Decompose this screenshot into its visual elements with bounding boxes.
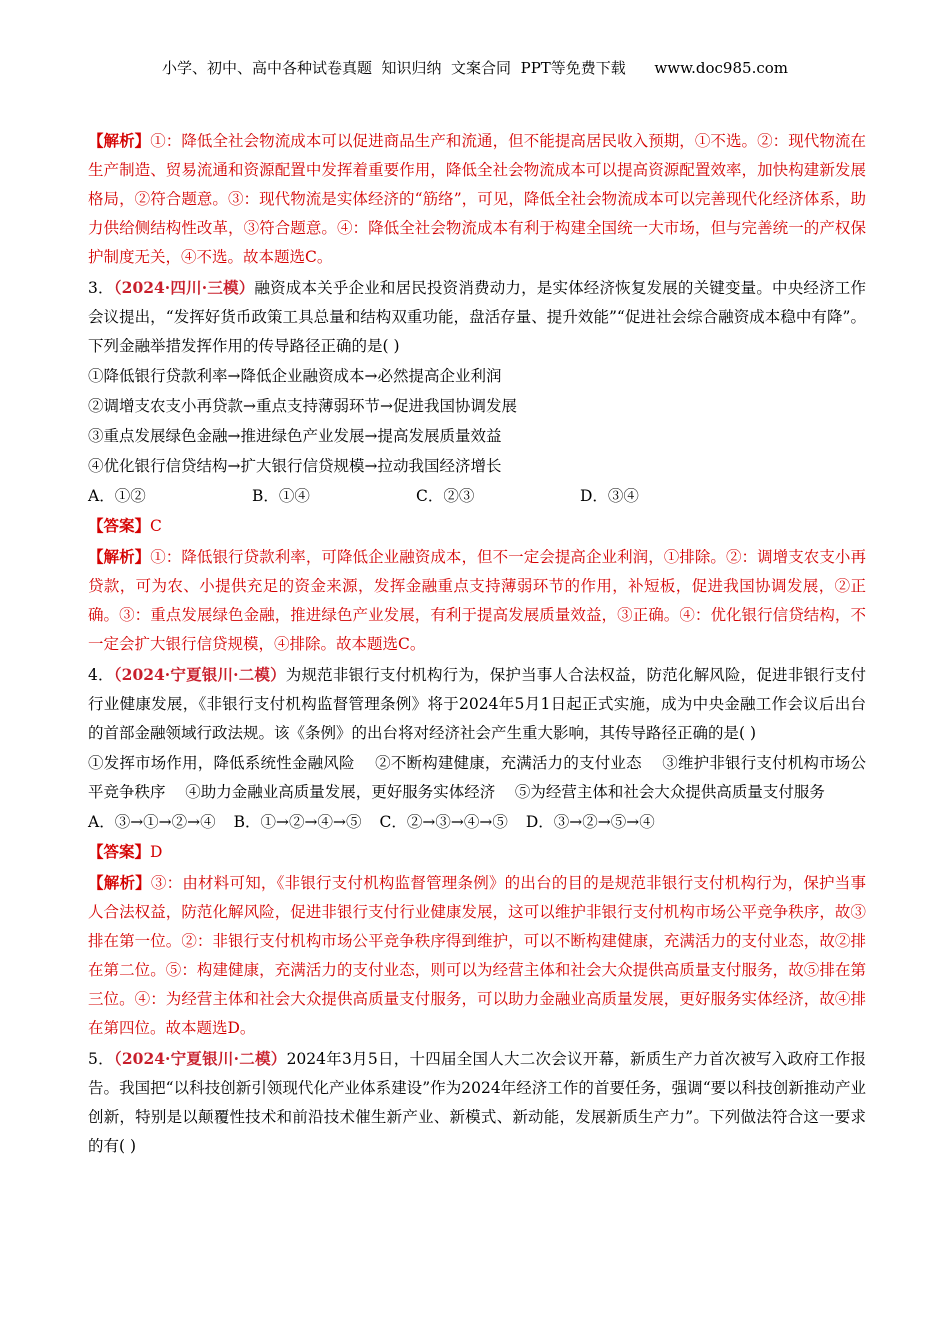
q3-answer-label: 【答案】	[88, 516, 151, 535]
q3-stem-text: 融资成本关乎企业和居民投资消费动力，是实体经济恢复发展的关键变量。中央经济工作会议提出，“发挥好货币政策工具总量和结构双重功能，盘活存量、提升效能”“促进社会综合融资成本稳中有降”。下列金融举措发挥作用的传导路径正确的是( )	[88, 279, 866, 355]
q4-analysis	[88, 868, 866, 1043]
q4-options	[88, 808, 866, 837]
q4-answer-value: D	[150, 843, 163, 861]
q4-stem	[88, 660, 866, 748]
q4-number: 4．	[88, 666, 114, 684]
q3-item-2: ②调增支农支小再贷款→重点支持薄弱环节→促进我国协调发展	[88, 397, 517, 415]
q4-option-b: B．①→②→④→⑤	[233, 813, 362, 831]
q5-number: 5．	[88, 1050, 114, 1068]
q3-item-3: ③重点发展绿色金融→推进绿色产业发展→提高发展质量效益	[88, 427, 502, 445]
q2-analysis-label: 【解析】	[88, 131, 151, 150]
q4-answer-label: 【答案】	[88, 842, 151, 861]
q3-number: 3．	[88, 279, 114, 297]
q4-option-a: A．③→①→②→④	[88, 813, 216, 831]
q3-analysis-label: 【解析】	[88, 547, 151, 566]
q4-items: ①发挥市场作用，降低系统性金融风险 ②不断构建健康，充满活力的支付业态 ③维护非银行支付机构市场公平竞争秩序 ④助力金融业高质量发展，更好服务实体经济 ⑤为经营主体和社会大众提供高质量支付服务	[88, 754, 866, 801]
q2-analysis-text: ①：降低全社会物流成本可以促进商品生产和流通，但不能提高居民收入预期，①不选。②：现代物流在生产制造、贸易流通和资源配置中发挥着重要作用，降低全社会物流成本可以提高资源配置效率，加快构建新发展格局，②符合题意。③：现代物流是实体经济的“筋络”，可见，降低全社会物流成本可以完善现代化经济体系，助力供给侧结构性改革，③符合题意。④：降低全社会物流成本有利于构建全国统一大市场，但与完善统一的产权保护制度无关，④不选。故本题选C。	[88, 132, 866, 266]
q3-option-a: A．①②	[88, 487, 146, 505]
q4-answer	[88, 837, 866, 867]
q5-source: （2024·宁夏银川·二模）	[113, 1049, 287, 1068]
q3-answer-value: C	[150, 517, 162, 535]
q3-source: （2024·四川·三模）	[113, 278, 255, 297]
q4-stem-text: 为规范非银行支付机构行为，保护当事人合法权益，防范化解风险，促进非银行支付行业健康发展，《非银行支付机构监督管理条例》将于2024年5月1日起正式实施，成为中央金融工作会议后出台的首部金融领域行政法规。该《条例》的出台将对经济社会产生重大影响，其传导路径正确的是( )	[88, 666, 866, 742]
q3-analysis-text: ①：降低银行贷款利率，可降低企业融资成本，但不一定会提高企业利润，①排除。②：调增支农支小再贷款，可为农、小提供充足的资金来源，发挥金融重点支持薄弱环节的作用，补短板，促进我国协调发展，②正确。③：重点发展绿色金融，推进绿色产业发展，有利于提高发展质量效益，③正确。④：优化银行信贷结构，不一定会扩大银行信贷规模，④排除。故本题选C。	[88, 548, 866, 653]
q3-option-b: B．①④	[252, 487, 310, 505]
q3-options	[88, 482, 866, 511]
q3-stem	[88, 273, 866, 361]
q4-analysis-text: ③：由材料可知，《非银行支付机构监督管理条例》的出台的目的是规范非银行支付机构行为，保护当事人合法权益，防范化解风险，促进非银行支付行业健康发展，这可以维护非银行支付机构市场公平竞争秩序，故③排在第一位。②：非银行支付机构市场公平竞争秩序得到维护，可以不断构建健康，充满活力的支付业态，故②排在第二位。⑤：构建健康，充满活力的支付业态，则可以为经营主体和社会大众提供高质量支付服务，故⑤排在第三位。④：为经营主体和社会大众提供高质量支付服务，可以助力金融业高质量发展，更好服务实体经济，故④排在第四位。故本题选D。	[88, 874, 866, 1037]
q5-stem	[88, 1044, 866, 1161]
page-header: 小学、初中、高中各种试卷真题 知识归纳 文案合同 PPT等免费下载 www.doc985.com	[161, 59, 788, 77]
document-body	[88, 126, 866, 1162]
q3-option-c: C．②③	[416, 487, 475, 505]
q5-stem-text: 2024年3月5日，十四届全国人大二次会议开幕，新质生产力首次被写入政府工作报告。我国把“以科技创新引领现代化产业体系建设”作为2024年经济工作的首要任务，强调“要以科技创新推动产业创新，特别是以颠覆性技术和前沿技术催生新产业、新模式、新动能，发展新质生产力”。下列做法符合这一要求的有( )	[88, 1050, 866, 1155]
q3-option-d: D．③④	[580, 487, 639, 505]
q4-analysis-label: 【解析】	[88, 873, 151, 892]
q3-item-1: ①降低银行贷款利率→降低企业融资成本→必然提高企业利润	[88, 367, 502, 385]
q2-analysis	[88, 126, 866, 272]
q4-option-c: C．②→③→④→⑤	[379, 813, 508, 831]
q3-item-4: ④优化银行信贷结构→扩大银行信贷规模→拉动我国经济增长	[88, 457, 502, 475]
q4-option-d: D．③→②→⑤→④	[525, 813, 655, 831]
q4-source: （2024·宁夏银川·二模）	[113, 665, 286, 684]
q3-analysis	[88, 542, 866, 659]
q3-answer	[88, 511, 866, 541]
